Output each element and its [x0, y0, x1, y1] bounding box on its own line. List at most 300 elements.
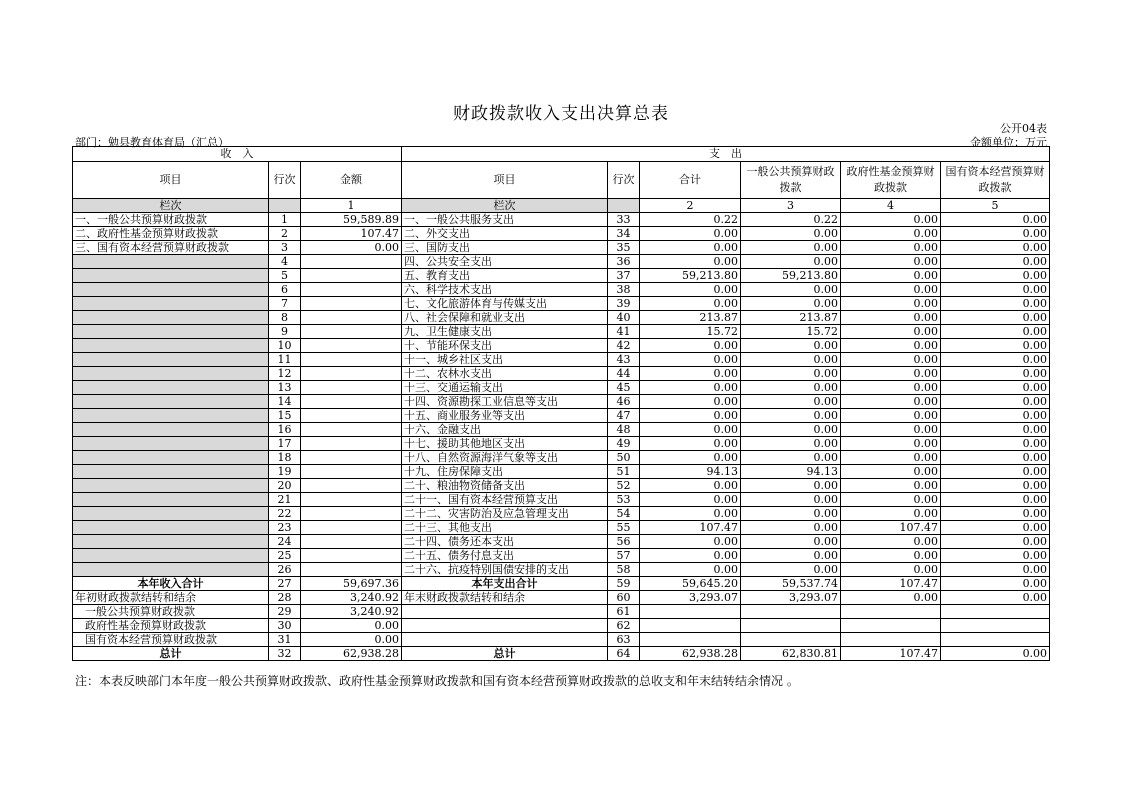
expense-total: 0.00 [640, 535, 741, 549]
income-row-no: 29 [269, 605, 301, 619]
expense-total [640, 619, 741, 633]
expense-item: 三、国防支出 [402, 241, 608, 255]
income-item [73, 339, 269, 353]
income-row-no: 5 [269, 269, 301, 283]
income-amount: 59,589.89 [301, 213, 402, 227]
expense-header: 支 出 [402, 147, 1050, 162]
table-row [73, 255, 1050, 269]
expense-item: 十四、资源勘探工业信息等支出 [402, 395, 608, 409]
table-row [73, 577, 1050, 591]
footnote: 注：本表反映部门本年度一般公共预算财政拨款、政府性基金预算财政拨款和国有资本经营预算财政拨款的总收支和年末结转结余情况 。 [75, 674, 799, 688]
table-row [73, 507, 1050, 521]
table-row [73, 605, 1050, 619]
expense-state: 0.00 [941, 479, 1050, 493]
expense-state: 0.00 [941, 535, 1050, 549]
expense-fund: 0.00 [841, 227, 941, 241]
expense-total: 0.00 [640, 227, 741, 241]
expense-item: 十二、农林水支出 [402, 367, 608, 381]
expense-state: 0.00 [941, 297, 1050, 311]
expense-item [402, 633, 608, 647]
expense-row-no: 60 [608, 591, 640, 605]
expense-item: 十六、金融支出 [402, 423, 608, 437]
income-row-no: 14 [269, 395, 301, 409]
expense-total: 15.72 [640, 325, 741, 339]
expense-fund: 0.00 [841, 241, 941, 255]
income-item [73, 325, 269, 339]
expense-total: 59,213.80 [640, 269, 741, 283]
expense-state: 0.00 [941, 591, 1050, 605]
expense-item-header: 项目 [402, 162, 608, 199]
expense-general: 0.00 [741, 227, 841, 241]
income-row-no: 2 [269, 227, 301, 241]
table-row [73, 353, 1050, 367]
expense-state: 0.00 [941, 367, 1050, 381]
income-item [73, 367, 269, 381]
expense-total: 0.00 [640, 493, 741, 507]
expense-state: 0.00 [941, 451, 1050, 465]
income-row-no: 32 [269, 647, 301, 661]
income-item [73, 479, 269, 493]
col-1: 1 [301, 199, 402, 213]
expense-general: 94.13 [741, 465, 841, 479]
income-amount [301, 521, 402, 535]
table-row [73, 535, 1050, 549]
expense-fund: 107.47 [841, 647, 941, 661]
income-row-no: 1 [269, 213, 301, 227]
expense-fund: 0.00 [841, 325, 941, 339]
income-row-no: 17 [269, 437, 301, 451]
expense-general: 0.22 [741, 213, 841, 227]
expense-total: 0.00 [640, 423, 741, 437]
expense-general: 0.00 [741, 563, 841, 577]
col-3: 3 [741, 199, 841, 213]
expense-item [402, 605, 608, 619]
expense-general: 59,213.80 [741, 269, 841, 283]
table-row [73, 647, 1050, 661]
income-item [73, 311, 269, 325]
expense-fund [841, 605, 941, 619]
expense-total: 0.00 [640, 353, 741, 367]
expense-state: 0.00 [941, 269, 1050, 283]
income-amount: 3,240.92 [301, 605, 402, 619]
expense-total: 0.00 [640, 283, 741, 297]
expense-fund: 0.00 [841, 409, 941, 423]
expense-total: 62,938.28 [640, 647, 741, 661]
income-item: 总计 [73, 647, 269, 661]
expense-row-no: 38 [608, 283, 640, 297]
income-amount [301, 339, 402, 353]
expense-total: 0.22 [640, 213, 741, 227]
expense-item: 十八、自然资源海洋气象等支出 [402, 451, 608, 465]
expense-general: 0.00 [741, 339, 841, 353]
expense-state: 0.00 [941, 423, 1050, 437]
income-amount-header: 金额 [301, 162, 402, 199]
table-row [73, 591, 1050, 605]
expense-total: 0.00 [640, 437, 741, 451]
expense-fund: 0.00 [841, 591, 941, 605]
income-item [73, 297, 269, 311]
expense-row-no: 42 [608, 339, 640, 353]
income-row-no: 13 [269, 381, 301, 395]
expense-general: 0.00 [741, 367, 841, 381]
expense-fund: 0.00 [841, 269, 941, 283]
income-amount: 0.00 [301, 633, 402, 647]
income-item [73, 493, 269, 507]
income-item [73, 437, 269, 451]
expense-total: 0.00 [640, 367, 741, 381]
expense-general: 0.00 [741, 423, 841, 437]
income-amount [301, 311, 402, 325]
expense-fund: 0.00 [841, 353, 941, 367]
table-row [73, 339, 1050, 353]
expense-item: 本年支出合计 [402, 577, 608, 591]
expense-total [640, 605, 741, 619]
income-amount [301, 507, 402, 521]
col-label-blank [269, 199, 301, 213]
expense-row-no: 33 [608, 213, 640, 227]
table-row [73, 283, 1050, 297]
expense-item: 一、一般公共服务支出 [402, 213, 608, 227]
expense-row-no: 35 [608, 241, 640, 255]
expense-row-no: 39 [608, 297, 640, 311]
income-item: 一、一般公共预算财政拨款 [73, 213, 269, 227]
expense-row-no: 52 [608, 479, 640, 493]
expense-row-no: 50 [608, 451, 640, 465]
income-amount [301, 423, 402, 437]
expense-row-no: 37 [608, 269, 640, 283]
table-code: 公开04表 [1000, 122, 1047, 135]
fund-header: 政府性基金预算财政拨款 [841, 162, 941, 199]
expense-total: 0.00 [640, 395, 741, 409]
income-row-no: 20 [269, 479, 301, 493]
expense-state [941, 605, 1050, 619]
expense-fund: 0.00 [841, 563, 941, 577]
income-item: 二、政府性基金预算财政拨款 [73, 227, 269, 241]
income-amount [301, 563, 402, 577]
expense-item: 二十五、债务付息支出 [402, 549, 608, 563]
income-row-no: 6 [269, 283, 301, 297]
expense-row-no: 43 [608, 353, 640, 367]
income-amount [301, 465, 402, 479]
expense-item: 二十一、国有资本经营预算支出 [402, 493, 608, 507]
income-row-no: 8 [269, 311, 301, 325]
table-row [73, 437, 1050, 451]
income-item: 三、国有资本经营预算财政拨款 [73, 241, 269, 255]
income-item [73, 353, 269, 367]
table-row [73, 633, 1050, 647]
expense-general: 0.00 [741, 535, 841, 549]
income-item [73, 409, 269, 423]
expense-fund: 0.00 [841, 255, 941, 269]
income-amount [301, 535, 402, 549]
table-row [73, 451, 1050, 465]
income-item [73, 563, 269, 577]
state-header: 国有资本经营预算财政拨款 [941, 162, 1050, 199]
expense-fund [841, 633, 941, 647]
expense-general: 0.00 [741, 437, 841, 451]
income-row-no: 26 [269, 563, 301, 577]
expense-general: 0.00 [741, 493, 841, 507]
income-amount [301, 283, 402, 297]
income-row-no: 23 [269, 521, 301, 535]
expense-item: 二十、粮油物资储备支出 [402, 479, 608, 493]
income-item: 本年收入合计 [73, 577, 269, 591]
expense-general: 0.00 [741, 381, 841, 395]
expense-total: 0.00 [640, 409, 741, 423]
expense-fund: 0.00 [841, 479, 941, 493]
expense-general: 0.00 [741, 451, 841, 465]
expense-row-no: 59 [608, 577, 640, 591]
expense-item: 七、文化旅游体育与传媒支出 [402, 297, 608, 311]
income-row-no: 31 [269, 633, 301, 647]
table-row [73, 395, 1050, 409]
expense-item: 二、外交支出 [402, 227, 608, 241]
expense-state: 0.00 [941, 563, 1050, 577]
table-row [73, 563, 1050, 577]
expense-row-no: 47 [608, 409, 640, 423]
income-row-no: 15 [269, 409, 301, 423]
expense-item: 年末财政拨款结转和结余 [402, 591, 608, 605]
income-row-no: 12 [269, 367, 301, 381]
income-row-no: 25 [269, 549, 301, 563]
expense-general: 0.00 [741, 255, 841, 269]
expense-total: 3,293.07 [640, 591, 741, 605]
income-row-no: 4 [269, 255, 301, 269]
expense-rowno-header: 行次 [608, 162, 640, 199]
expense-fund: 107.47 [841, 521, 941, 535]
income-item [73, 521, 269, 535]
income-amount: 0.00 [301, 619, 402, 633]
income-item [73, 381, 269, 395]
expense-fund: 0.00 [841, 437, 941, 451]
expense-fund: 0.00 [841, 451, 941, 465]
expense-state: 0.00 [941, 507, 1050, 521]
expense-fund: 107.47 [841, 577, 941, 591]
general-header: 一般公共预算财政拨款 [741, 162, 841, 199]
expense-total: 107.47 [640, 521, 741, 535]
income-item [73, 255, 269, 269]
expense-state: 0.00 [941, 521, 1050, 535]
expense-general: 0.00 [741, 521, 841, 535]
income-item [73, 451, 269, 465]
unit-label: 金额单位：万元 [970, 136, 1047, 149]
expense-fund: 0.00 [841, 535, 941, 549]
expense-row-no: 44 [608, 367, 640, 381]
table-row [73, 213, 1050, 227]
expense-fund: 0.00 [841, 213, 941, 227]
income-row-no: 10 [269, 339, 301, 353]
expense-row-no: 62 [608, 619, 640, 633]
income-row-no: 18 [269, 451, 301, 465]
expense-general [741, 605, 841, 619]
expense-row-no: 54 [608, 507, 640, 521]
expense-state: 0.00 [941, 339, 1050, 353]
expense-item: 十五、商业服务业等支出 [402, 409, 608, 423]
income-item-header: 项目 [73, 162, 269, 199]
expense-row-no: 55 [608, 521, 640, 535]
expense-general: 0.00 [741, 479, 841, 493]
expense-fund: 0.00 [841, 381, 941, 395]
expense-row-no: 36 [608, 255, 640, 269]
expense-state: 0.00 [941, 353, 1050, 367]
expense-state: 0.00 [941, 493, 1050, 507]
expense-item: 八、社会保障和就业支出 [402, 311, 608, 325]
col-label-blank [608, 199, 640, 213]
income-amount: 62,938.28 [301, 647, 402, 661]
income-item [73, 465, 269, 479]
table-row [73, 549, 1050, 563]
table-row [73, 619, 1050, 633]
table-row [73, 521, 1050, 535]
expense-general: 3,293.07 [741, 591, 841, 605]
income-header: 收 入 [73, 147, 402, 162]
income-item [73, 507, 269, 521]
expense-item: 四、公共安全支出 [402, 255, 608, 269]
table-row [73, 269, 1050, 283]
expense-state: 0.00 [941, 311, 1050, 325]
expense-general: 0.00 [741, 297, 841, 311]
income-row-no: 30 [269, 619, 301, 633]
expense-row-no: 45 [608, 381, 640, 395]
expense-fund: 0.00 [841, 339, 941, 353]
expense-fund: 0.00 [841, 507, 941, 521]
expense-total: 0.00 [640, 563, 741, 577]
income-item: 政府性基金预算财政拨款 [73, 619, 269, 633]
col-label: 栏次 [402, 199, 608, 213]
table-row [73, 465, 1050, 479]
expense-item [402, 619, 608, 633]
expense-fund: 0.00 [841, 549, 941, 563]
expense-fund: 0.00 [841, 423, 941, 437]
expense-state: 0.00 [941, 325, 1050, 339]
expense-item: 十九、住房保障支出 [402, 465, 608, 479]
income-item [73, 283, 269, 297]
expense-row-no: 34 [608, 227, 640, 241]
expense-row-no: 61 [608, 605, 640, 619]
expense-item: 总计 [402, 647, 608, 661]
income-row-no: 16 [269, 423, 301, 437]
expense-state: 0.00 [941, 213, 1050, 227]
expense-state: 0.00 [941, 577, 1050, 591]
income-item [73, 269, 269, 283]
expense-general: 62,830.81 [741, 647, 841, 661]
expense-fund: 0.00 [841, 493, 941, 507]
table-row [73, 423, 1050, 437]
income-row-no: 9 [269, 325, 301, 339]
expense-total: 0.00 [640, 381, 741, 395]
income-amount [301, 325, 402, 339]
expense-row-no: 56 [608, 535, 640, 549]
expense-state: 0.00 [941, 549, 1050, 563]
income-row-no: 27 [269, 577, 301, 591]
expense-item: 十三、交通运输支出 [402, 381, 608, 395]
expense-state: 0.00 [941, 409, 1050, 423]
income-row-no: 21 [269, 493, 301, 507]
expense-state: 0.00 [941, 437, 1050, 451]
table-row [73, 325, 1050, 339]
expense-item: 九、卫生健康支出 [402, 325, 608, 339]
budget-table [72, 146, 1050, 661]
col-5: 5 [941, 199, 1050, 213]
income-amount [301, 381, 402, 395]
expense-general: 0.00 [741, 241, 841, 255]
expense-row-no: 63 [608, 633, 640, 647]
expense-fund: 0.00 [841, 367, 941, 381]
expense-row-no: 53 [608, 493, 640, 507]
income-amount [301, 269, 402, 283]
income-row-no: 11 [269, 353, 301, 367]
income-row-no: 3 [269, 241, 301, 255]
expense-item: 十一、城乡社区支出 [402, 353, 608, 367]
table-row [73, 311, 1050, 325]
income-amount [301, 451, 402, 465]
col-label: 栏次 [73, 199, 269, 213]
expense-row-no: 40 [608, 311, 640, 325]
expense-row-no: 57 [608, 549, 640, 563]
expense-state: 0.00 [941, 647, 1050, 661]
expense-total: 0.00 [640, 339, 741, 353]
income-amount [301, 409, 402, 423]
expense-state [941, 619, 1050, 633]
income-amount [301, 297, 402, 311]
income-item [73, 423, 269, 437]
expense-fund: 0.00 [841, 395, 941, 409]
expense-general: 0.00 [741, 549, 841, 563]
expense-general: 0.00 [741, 353, 841, 367]
income-amount [301, 395, 402, 409]
expense-row-no: 49 [608, 437, 640, 451]
income-amount: 59,697.36 [301, 577, 402, 591]
expense-state: 0.00 [941, 283, 1050, 297]
expense-fund [841, 619, 941, 633]
income-row-no: 22 [269, 507, 301, 521]
expense-general [741, 619, 841, 633]
expense-item: 二十三、其他支出 [402, 521, 608, 535]
expense-item: 二十六、抗疫特别国债安排的支出 [402, 563, 608, 577]
expense-general: 59,537.74 [741, 577, 841, 591]
expense-general: 0.00 [741, 395, 841, 409]
income-amount [301, 437, 402, 451]
expense-item: 二十四、债务还本支出 [402, 535, 608, 549]
expense-row-no: 41 [608, 325, 640, 339]
expense-state: 0.00 [941, 241, 1050, 255]
expense-total: 0.00 [640, 549, 741, 563]
expense-general: 15.72 [741, 325, 841, 339]
income-row-no: 19 [269, 465, 301, 479]
table-row [73, 367, 1050, 381]
expense-fund: 0.00 [841, 283, 941, 297]
table-row [73, 409, 1050, 423]
expense-total [640, 633, 741, 647]
expense-state: 0.00 [941, 255, 1050, 269]
income-row-no: 7 [269, 297, 301, 311]
department-label: 部门：勉县教育体育局（汇总） [75, 136, 229, 149]
page-title: 财政拨款收入支出决算总表 [453, 104, 669, 124]
expense-total: 0.00 [640, 507, 741, 521]
expense-total: 0.00 [640, 241, 741, 255]
income-amount [301, 549, 402, 563]
col-2: 2 [640, 199, 741, 213]
income-item: 一般公共预算财政拨款 [73, 605, 269, 619]
income-item [73, 395, 269, 409]
expense-state [941, 633, 1050, 647]
expense-general: 0.00 [741, 409, 841, 423]
income-row-no: 28 [269, 591, 301, 605]
expense-item: 十七、援助其他地区支出 [402, 437, 608, 451]
expense-row-no: 64 [608, 647, 640, 661]
income-amount: 3,240.92 [301, 591, 402, 605]
expense-row-no: 48 [608, 423, 640, 437]
